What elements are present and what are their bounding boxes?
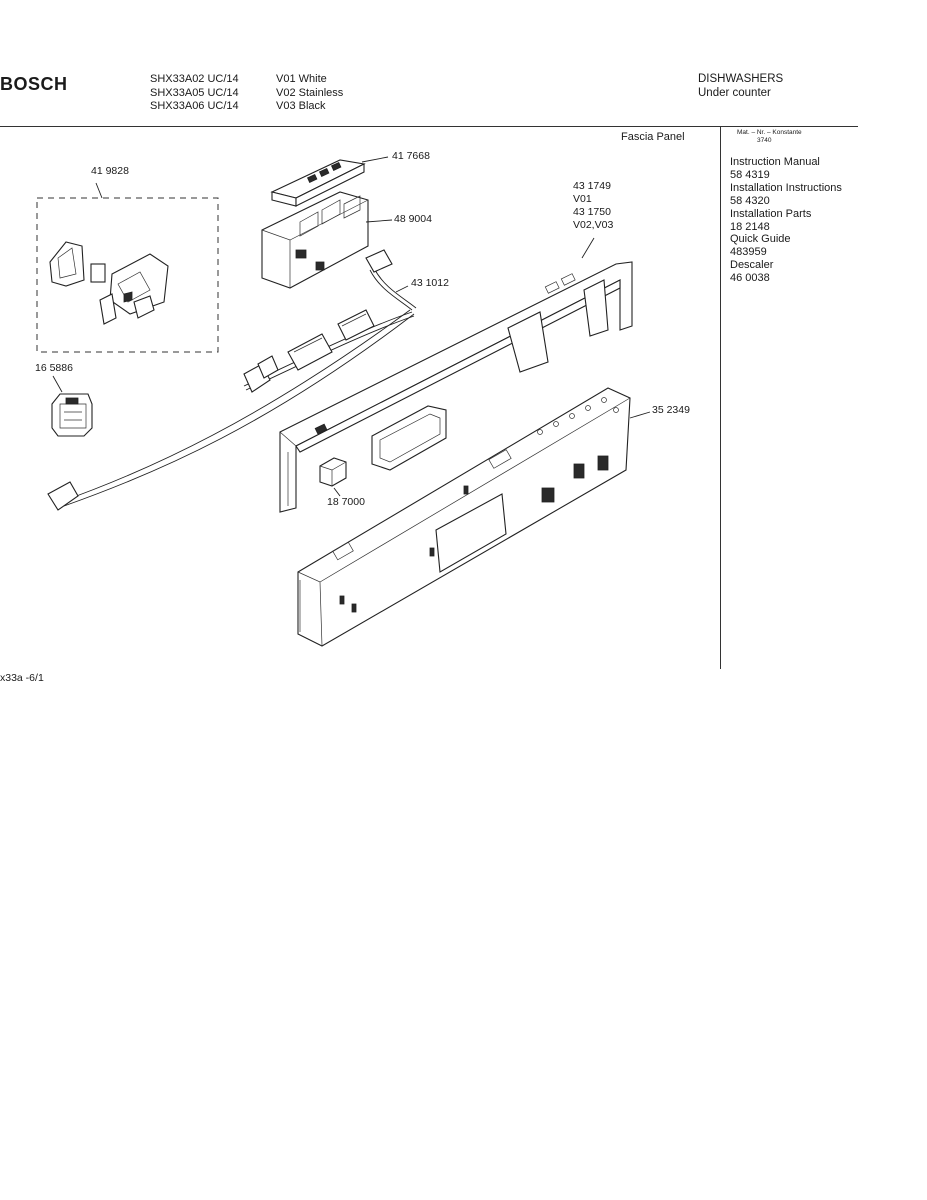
variant-item: V03 Black — [276, 100, 326, 112]
model-item: SHX33A06 UC/14 — [150, 100, 239, 112]
leader-line — [366, 220, 392, 222]
leader-line — [96, 183, 102, 198]
leader-line — [53, 376, 62, 392]
leader-line — [334, 488, 340, 496]
part-variant-label: V01 — [573, 193, 592, 205]
part-number-label: 35 2349 — [652, 404, 690, 416]
leader-line — [630, 412, 650, 418]
leader-line — [396, 286, 408, 292]
documents-list-item: Installation Parts — [730, 207, 812, 220]
model-item: SHX33A05 UC/14 — [150, 86, 239, 99]
control-module-drawing — [262, 192, 368, 288]
documents-list-item: Quick Guide — [730, 233, 791, 246]
leader-line — [362, 157, 388, 162]
documents-list-item: 58 4320 — [730, 194, 770, 207]
documents-list-item: Instruction Manual — [730, 156, 820, 168]
door-lock-kit-drawing — [50, 242, 168, 324]
part-number-label: 43 1750 — [573, 206, 611, 218]
part-number-group — [573, 180, 613, 232]
category-subtitle: Under counter — [698, 87, 771, 99]
variant-item: V01 White — [276, 73, 327, 85]
part-number-label: 16 5886 — [35, 362, 73, 374]
documents-list-item: 46 0038 — [730, 272, 770, 285]
panel-title: Fascia Panel — [621, 131, 685, 143]
documents-list-item: Installation Instructions — [730, 181, 842, 194]
page-code: x33a -6/1 — [0, 672, 44, 684]
documents-list-item: 58 4319 — [730, 168, 770, 181]
part-number-label: 43 1749 — [573, 180, 611, 192]
relay-drawing — [52, 394, 92, 436]
indicator-block-drawing — [320, 458, 346, 486]
wiring-harness-drawing — [48, 250, 416, 510]
documents-list-item: Descaler — [730, 259, 774, 272]
documents-list-item: 18 2148 — [730, 220, 770, 233]
part-number-label: 41 9828 — [91, 165, 129, 177]
part-number-label: 43 1012 — [411, 277, 449, 289]
part-number-label: 48 9004 — [394, 213, 432, 225]
part-variant-label: V02,V03 — [573, 219, 614, 231]
door-handle-drawing — [372, 406, 446, 470]
part-number-label: 18 7000 — [327, 496, 365, 508]
variant-item: V02 Stainless — [276, 86, 344, 99]
part-number-label: 41 7668 — [392, 150, 430, 162]
sidebar-header-line: 3740 — [757, 137, 772, 144]
brand-logo: BOSCH — [0, 74, 68, 94]
sidebar-header-line: Mat. – Nr. – Konstante — [737, 129, 802, 136]
documents-list-item: 483959 — [730, 246, 767, 259]
leader-line — [582, 238, 594, 258]
category-title: DISHWASHERS — [698, 73, 784, 85]
model-item: SHX33A02 UC/14 — [150, 73, 239, 85]
